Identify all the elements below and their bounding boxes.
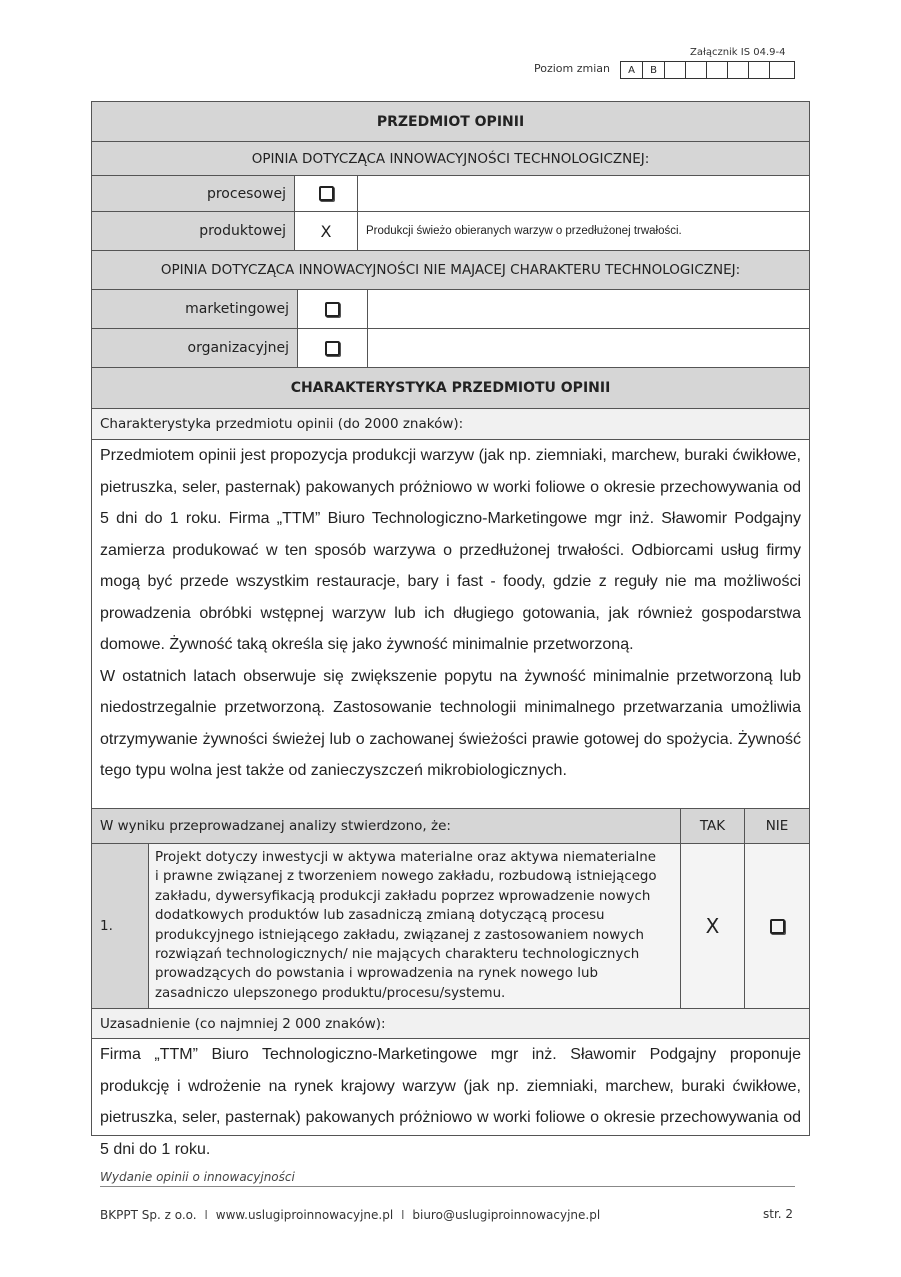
- row-label-organizacyjnej: [91, 328, 298, 368]
- col-yes-text: TAK: [699, 818, 726, 834]
- row-label-produktowej: [91, 211, 295, 251]
- change-level-label: Poziom zmian: [534, 62, 611, 75]
- subject-title-text: PRZEDMIOT OPINII: [376, 113, 525, 130]
- attachment-label: Załącznik IS 04.9-4: [690, 47, 786, 58]
- analysis-heading-text: W wyniku przeprowadzanej analizy stwierdzono, że:: [100, 818, 451, 834]
- change-level-box: [728, 62, 749, 78]
- row-label-text: procesowej: [206, 185, 286, 202]
- footer-separator: I: [204, 1208, 208, 1222]
- footer-divider: [100, 1186, 795, 1187]
- change-level-boxes: [620, 61, 795, 79]
- value-procesowej: [357, 175, 810, 212]
- characteristics-paragraph-1: Przedmiotem opinii jest propozycja produkcji warzyw (jak np. ziemniaki, marchew, buraki ćwikłowe, pietruszka, seler, pasternak) pakowanych próżniowo w worki foliowe o okresie przechowywania od 5 dni do 1 roku. Firma „TTM” Biuro Technologiczno-Marketingowe mgr inż. Sławomir Podgajny zamierza produkować w ten sposób warzywa o przedłużonej trwałości. Odbiorcami usług firmy mogą być przede wszystkim restauracje, bary i fast - foody, gdzie z reguły nie ma możliwości prowadzenia obróbki wstępnej warzyw lub ich długiego gotowania, jak również gospodarstwa domowe. Żywność taką określa się jako żywność minimalnie przetworzoną.: [100, 447, 801, 653]
- item-line: prowadzących do powstania i wprowadzenia na rynek nowego lub: [155, 966, 598, 982]
- justification-text: Firma „TTM” Biuro Technologiczno-Marketingowe mgr inż. Sławomir Podgajny proponuje produkcję i wdrożenie na rynek krajowy warzyw (jak np. ziemniaki, marchew, buraki ćwikłowe, pietruszka, seler, pasternak) pakowanych próżniowo w worki foliowe o okresie przechowywania od 5 dni do 1 roku.: [100, 1046, 801, 1158]
- footer-doc-title: Wydanie opinii o innowacyjności: [100, 1170, 295, 1184]
- item-line: dodatkowych produktów lub zasadniczą zmianą dotyczącą procesu: [155, 908, 605, 924]
- checkbox-cell-marketingowej[interactable]: [297, 289, 368, 329]
- change-level-box-b: B: [643, 62, 665, 78]
- characteristics-paragraph-2: W ostatnich latach obserwuje się zwiększenie popytu na żywność minimalnie przetworzoną lub niedostrzegalnie przetworzoną. Zastosowanie technologii minimalnego przetwarzania umożliwia otrzymywanie żywności świeżej lub o zachowanej świeżości prawie gotowej do spożycia. Żywność tego typu wolna jest także od zanieczyszczeń mikrobiologicznych.: [100, 667, 801, 779]
- tech-heading-text: OPINIA DOTYCZĄCA INNOWACYJNOŚCI TECHNOLOGICZNEJ:: [251, 150, 650, 167]
- col-yes-header: [680, 808, 745, 844]
- footer-separator: I: [401, 1208, 405, 1222]
- value-marketingowej: [367, 289, 810, 329]
- justification-label: [91, 1008, 810, 1039]
- tech-heading: [91, 141, 810, 176]
- footer-website-link[interactable]: www.uslugiproinnowacyjne.pl: [215, 1208, 394, 1222]
- characteristics-label: [91, 408, 810, 440]
- value-organizacyjnej: [367, 328, 810, 368]
- item-no-cell[interactable]: [744, 843, 810, 1009]
- change-level-box: [686, 62, 707, 78]
- characteristics-label-text: Charakterystyka przedmiotu opinii (do 2000 znaków):: [100, 416, 464, 432]
- change-level-box: [770, 62, 795, 78]
- item-line: zasadniczo ulepszonego produktu/procesu/systemu.: [155, 985, 506, 1001]
- analysis-heading: [91, 808, 681, 844]
- value-produktowej: [357, 211, 810, 251]
- characteristics-title-text: CHARAKTERYSTYKA PRZEDMIOTU OPINII: [290, 380, 611, 396]
- justification-label-text: Uzasadnienie (co najmniej 2 000 znaków):: [100, 1015, 386, 1032]
- row-label-text: marketingowej: [185, 301, 289, 317]
- row-label-marketingowej: [91, 289, 298, 329]
- footer-page-number: str. 2: [763, 1207, 794, 1221]
- characteristics-body: [91, 439, 810, 809]
- change-level-box: [707, 62, 728, 78]
- nontech-heading: [91, 250, 810, 290]
- item-line: zakładu, dywersyfikacją produkcji zakładu poprzez wprowadzenie nowych: [155, 888, 651, 904]
- checkbox-cell-organizacyjnej[interactable]: [297, 328, 368, 368]
- checkbox-icon[interactable]: [325, 302, 340, 317]
- item-number-cell: [91, 843, 149, 1009]
- subject-title: [91, 101, 810, 142]
- mark-cell-produktowej[interactable]: [294, 211, 358, 251]
- item-yes-cell[interactable]: [680, 843, 745, 1009]
- change-level-box: [665, 62, 686, 78]
- footer-email-link[interactable]: biuro@uslugiproinnowacyjne.pl: [412, 1208, 601, 1222]
- item-text-cell: [148, 843, 681, 1009]
- x-mark: X: [320, 221, 332, 241]
- x-mark: X: [705, 914, 720, 938]
- col-no-text: NIE: [765, 818, 789, 834]
- characteristics-text: [100, 440, 801, 787]
- row-label-text: organizacyjnej: [187, 340, 289, 356]
- checkbox-icon[interactable]: [325, 341, 340, 356]
- row-label-procesowej: [91, 175, 295, 212]
- item-line: i prawne związanej z tworzeniem nowego zakładu, rozbudową istniejącego: [155, 869, 657, 885]
- checkbox-icon[interactable]: [770, 919, 785, 934]
- change-level-box-a: A: [621, 62, 643, 78]
- item-line: rozwiązań technologicznych/ nie mających charakteru technologicznych: [155, 947, 640, 963]
- change-level-box: [749, 62, 770, 78]
- checkbox-cell-procesowej[interactable]: [294, 175, 358, 212]
- value-text: Produkcji świeżo obieranych warzyw o przedłużonej trwałości.: [366, 225, 682, 237]
- nontech-heading-text: OPINIA DOTYCZĄCA INNOWACYJNOŚCI NIE MAJACEJ CHARAKTERU TECHNOLOGICZNEJ:: [160, 262, 741, 278]
- item-line: Projekt dotyczy inwestycji w aktywa materialne oraz aktywa niematerialne: [155, 850, 656, 865]
- justification-body: [91, 1038, 810, 1158]
- row-label-text: produktowej: [199, 223, 286, 239]
- characteristics-title: [91, 367, 810, 409]
- footer-company: BKPPT Sp. z o.o.: [100, 1208, 197, 1222]
- item-number: 1.: [100, 918, 113, 934]
- footer-contact: [100, 1208, 600, 1222]
- item-line: produkcyjnego istniejącego zakładu, związanej z zastosowaniem nowych: [155, 927, 644, 943]
- col-no-header: [744, 808, 810, 844]
- checkbox-icon[interactable]: [319, 186, 334, 201]
